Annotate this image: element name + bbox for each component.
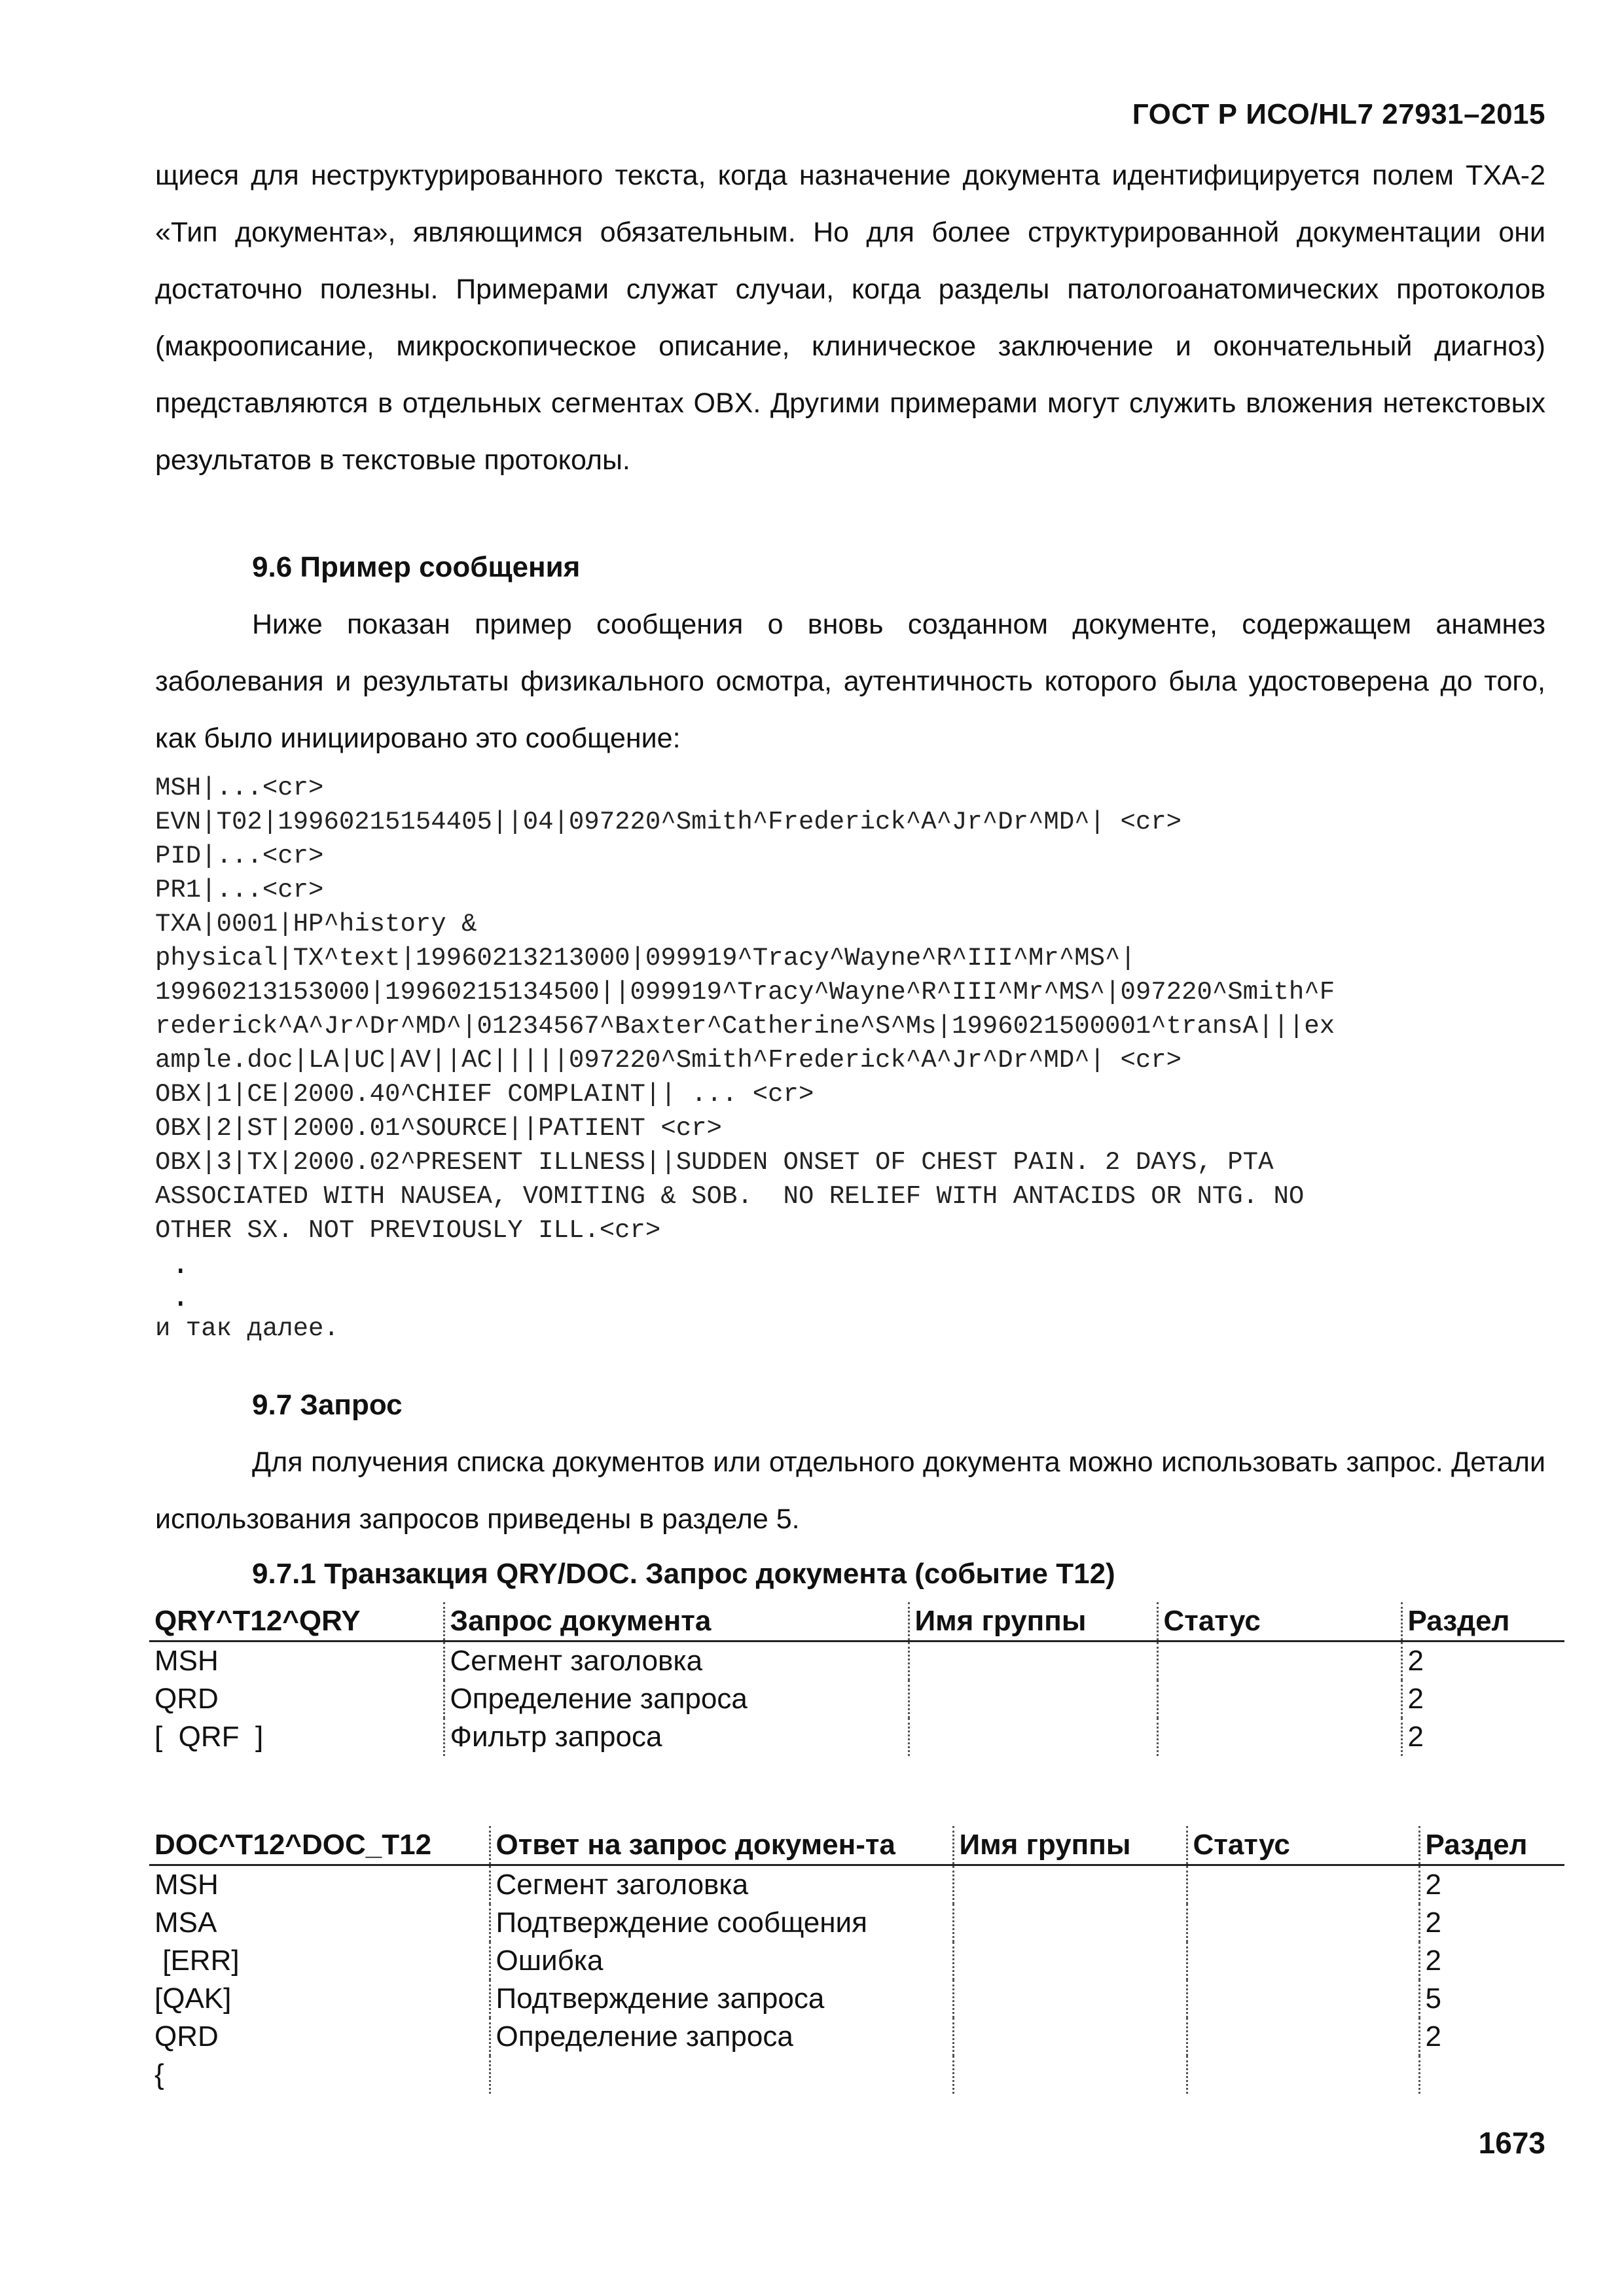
column-header: Раздел [1401, 1602, 1564, 1641]
group-cell [953, 1980, 1187, 2018]
status-cell [1187, 1865, 1419, 1905]
description-cell: Ошибка [490, 1942, 953, 1980]
code-line: PID|...<cr> [155, 842, 324, 870]
standard-header: ГОСТ Р ИСО/HL7 27931–2015 [1132, 98, 1545, 130]
table-header-row [149, 1602, 1564, 1641]
table-row [149, 1942, 1564, 1980]
description-cell: Подтверждение сообщения [490, 1904, 953, 1942]
segment-cell: QRD [154, 1683, 219, 1715]
heading-9-6: 9.6 Пример сообщения [252, 551, 581, 583]
chapter-cell: 5 [1419, 1980, 1564, 2018]
description-cell: Фильтр запроса [444, 1718, 909, 1756]
group-cell [953, 1865, 1187, 1905]
code-line: OBX|1|CE|2000.40^CHIEF COMPLAINT|| ... <cr> [155, 1080, 814, 1109]
segment-cell: [ERR] [154, 1945, 240, 1977]
description-cell: Подтверждение запроса [490, 1980, 953, 2018]
column-header: Статус [1187, 1826, 1419, 1865]
status-cell [1157, 1680, 1401, 1718]
ellipsis-dot: . [171, 1248, 190, 1282]
group-cell [909, 1718, 1157, 1756]
doc-response-table [149, 1826, 1564, 2094]
column-header: QRY^T12^QRY [154, 1605, 361, 1637]
segment-cell: QRD [154, 2020, 219, 2053]
segment-cell: MSH [154, 1869, 219, 1901]
table-row [149, 1680, 1564, 1718]
code-line: 19960213153000|19960215134500||099919^Tracy^Wayne^R^III^Mr^MS^|097220^Smith^F [155, 978, 1335, 1007]
code-line: ASSOCIATED WITH NAUSEA, VOMITING & SOB. NO RELIEF WITH ANTACIDS OR NTG. NO [155, 1182, 1305, 1211]
code-line: EVN|T02|19960215154405||04|097220^Smith^Frederick^A^Jr^Dr^MD^| <cr> [155, 808, 1182, 836]
table-header-row [149, 1826, 1564, 1865]
chapter-cell: 2 [1419, 1942, 1564, 1980]
column-header: Имя группы [909, 1602, 1157, 1641]
code-line: TXA|0001|HP^history & [155, 910, 477, 939]
status-cell [1187, 1980, 1419, 2018]
table-row [149, 1980, 1564, 2018]
status-cell [1187, 2056, 1419, 2094]
page-number: 1673 [1478, 2126, 1545, 2160]
segment-cell: MSA [154, 1907, 217, 1939]
etc-text: и так далее. [155, 1314, 339, 1343]
code-line: OBX|2|ST|2000.01^SOURCE||PATIENT <cr> [155, 1114, 722, 1143]
ellipsis-dot: . [171, 1281, 190, 1315]
code-line: PR1|...<cr> [155, 876, 324, 905]
table-row [149, 2056, 1564, 2094]
group-cell [953, 2018, 1187, 2056]
code-line: MSH|...<cr> [155, 774, 324, 802]
status-cell [1187, 1942, 1419, 1980]
column-header: Статус [1157, 1602, 1401, 1641]
column-header: Запрос документа [444, 1602, 909, 1641]
chapter-cell: 2 [1419, 1865, 1564, 1905]
chapter-cell: 2 [1401, 1641, 1564, 1681]
code-line: rederick^A^Jr^Dr^MD^|01234567^Baxter^Catherine^S^Ms|1996021500001^transA|||ex [155, 1012, 1335, 1041]
code-line: OBX|3|TX|2000.02^PRESENT ILLNESS||SUDDEN ONSET OF CHEST PAIN. 2 DAYS, PTA [155, 1148, 1274, 1177]
segment-cell: MSH [154, 1645, 219, 1677]
chapter-cell: 2 [1401, 1680, 1564, 1718]
segment-cell: [ QRF ] [154, 1721, 264, 1753]
column-header: Ответ на запрос докумен-та [490, 1826, 953, 1865]
table-row [149, 1718, 1564, 1756]
group-cell [909, 1641, 1157, 1681]
group-cell [953, 1942, 1187, 1980]
column-header: Раздел [1419, 1826, 1564, 1865]
description-cell: Сегмент заголовка [444, 1641, 909, 1681]
chapter-cell [1419, 2056, 1564, 2094]
status-cell [1187, 2018, 1419, 2056]
code-line: ample.doc|LA|UC|AV||AC|||||097220^Smith^Frederick^A^Jr^Dr^MD^| <cr> [155, 1046, 1182, 1075]
chapter-cell: 2 [1419, 1904, 1564, 1942]
description-cell: Определение запроса [490, 2018, 953, 2056]
heading-9-7: 9.7 Запрос [252, 1389, 403, 1421]
column-header: Имя группы [953, 1826, 1187, 1865]
table-row [149, 1865, 1564, 1905]
description-cell [490, 2056, 953, 2094]
description-cell: Определение запроса [444, 1680, 909, 1718]
paragraph-9-6: Ниже показан пример сообщения о вновь созданном документе, содержащем анамнез заболевания и результаты физикального осмотра, аутентичность которого была удостоверена до того, как было инициировано это сообщение: [155, 609, 1545, 754]
description-cell: Сегмент заголовка [490, 1865, 953, 1905]
qry-message-table [149, 1602, 1564, 1756]
segment-cell: { [154, 2058, 164, 2090]
paragraph-9-7: Для получения списка документов или отдельного документа можно использовать запрос. Детали использования запросов приведены в разделе 5. [155, 1446, 1545, 1535]
status-cell [1157, 1718, 1401, 1756]
code-line: OTHER SX. NOT PREVIOUSLY ILL.<cr> [155, 1216, 661, 1245]
table-row [149, 1641, 1564, 1681]
chapter-cell: 2 [1401, 1718, 1564, 1756]
status-cell [1157, 1641, 1401, 1681]
heading-9-7-1: 9.7.1 Транзакция QRY/DOC. Запрос документа (событие T12) [252, 1558, 1115, 1590]
group-cell [909, 1680, 1157, 1718]
message-example-code [155, 771, 1562, 1247]
group-cell [953, 1904, 1187, 1942]
column-header: DOC^T12^DOC_T12 [154, 1829, 432, 1861]
intro-paragraph: щиеся для неструктурированного текста, когда назначение документа идентифицируется полем TXA-2 «Тип документа», являющимся обязательным. Но для более структурированной документации они достаточно полезны. Примерами служат случаи, когда разделы патологоанатомических протоколов (макроописание, микроскопическое описание, клиническое заключение и окончательный диагноз) представляются в отдельных сегментах OBX. Другими примерами могут служить вложения нетекстовых результатов в текстовые протоколы. [155, 160, 1545, 476]
table-row [149, 2018, 1564, 2056]
code-line: physical|TX^text|19960213213000|099919^Tracy^Wayne^R^III^Mr^MS^| [155, 944, 1136, 973]
table-row [149, 1904, 1564, 1942]
status-cell [1187, 1904, 1419, 1942]
chapter-cell: 2 [1419, 2018, 1564, 2056]
group-cell [953, 2056, 1187, 2094]
segment-cell: [QAK] [154, 1982, 232, 2015]
